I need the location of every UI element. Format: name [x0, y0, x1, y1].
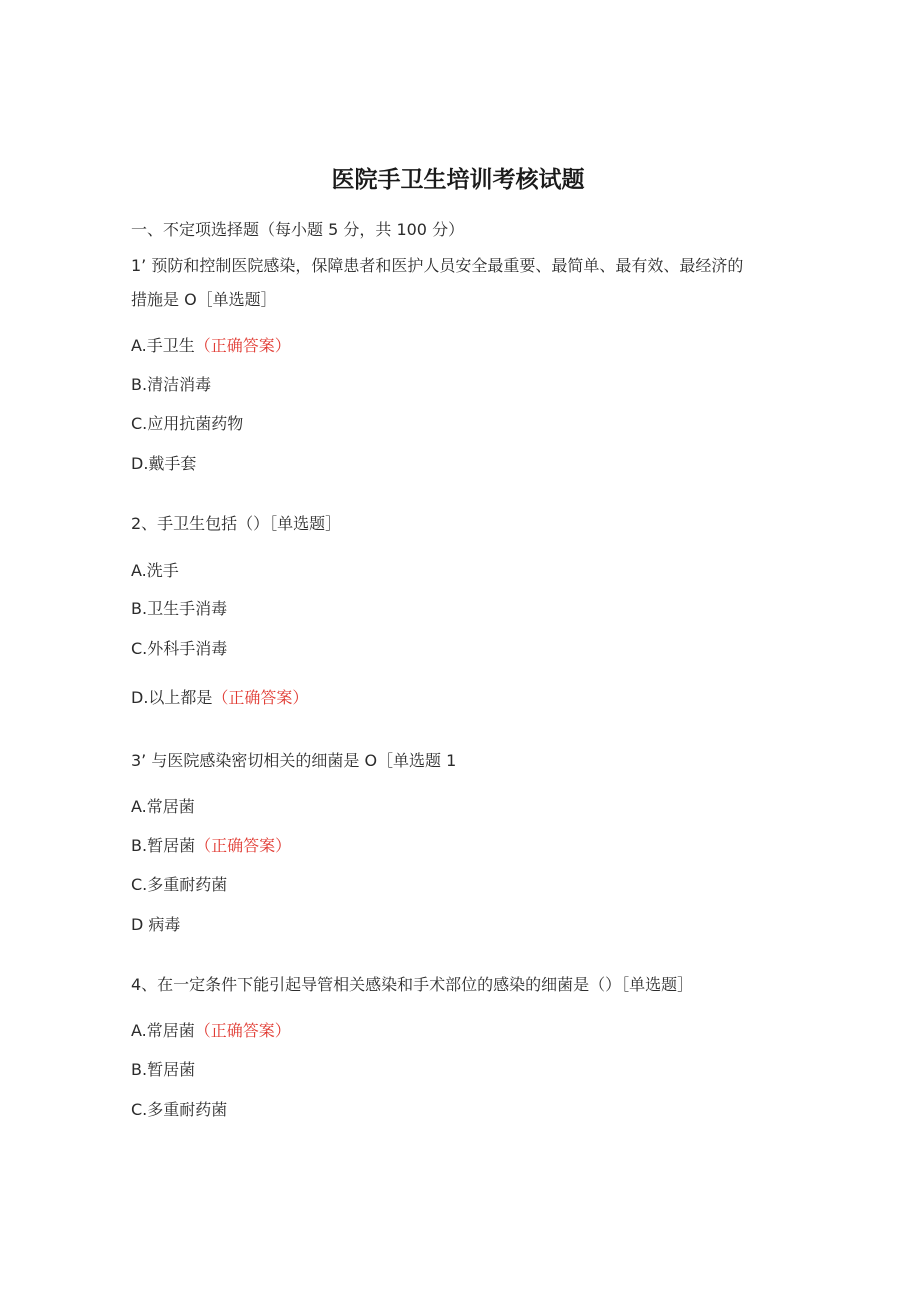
option-text: B.暂居菌 [131, 836, 196, 855]
section-heading: 一、不定项选择题（每小题 5 分，共 100 分） [131, 220, 465, 239]
question-2-option-c: C.外科手消毒 [131, 639, 228, 658]
question-1-option-b: B.清洁消毒 [131, 375, 212, 394]
question-1-stem-line-1: 1’ 预防和控制医院感染，保障患者和医护人员安全最重要、最简单、最有效、最经济的 [131, 256, 744, 275]
question-1-option-c: C.应用抗菌药物 [131, 414, 244, 433]
question-2-option-d [131, 686, 308, 710]
question-1-stem-line-2: 措施是 O［单选题］ [131, 290, 277, 309]
question-4-option-c: C.多重耐药菌 [131, 1100, 228, 1119]
option-text: D.以上都是 [131, 688, 213, 707]
correct-answer-mark: （正确答案） [194, 336, 291, 355]
page-title: 医院手卫生培训考核试题 [331, 167, 585, 193]
question-2-option-b: B.卫生手消毒 [131, 599, 228, 618]
option-text: A.手卫生 [131, 336, 195, 355]
question-3-option-a: A.常居菌 [131, 797, 195, 816]
correct-answer-mark: （正确答案） [195, 836, 292, 855]
question-2-stem: 2、手卫生包括（）［单选题］ [131, 514, 342, 533]
question-4-option-a [131, 1019, 291, 1043]
question-3-option-d: D 病毒 [131, 915, 181, 934]
question-1-option-a [131, 334, 291, 358]
question-2-option-a: A.洗手 [131, 561, 179, 580]
question-4-stem: 4、在一定条件下能引起导管相关感染和手术部位的感染的细菌是（）［单选题］ [131, 975, 694, 994]
option-text: A.常居菌 [131, 1021, 195, 1040]
correct-answer-mark: （正确答案） [194, 1021, 291, 1040]
correct-answer-mark: （正确答案） [212, 688, 309, 707]
question-3-option-b [131, 834, 291, 858]
question-3-option-c: C.多重耐药菌 [131, 875, 228, 894]
question-1-option-d: D.戴手套 [131, 454, 197, 473]
question-3-stem: 3’ 与医院感染密切相关的细菌是 O［单选题 1 [131, 751, 457, 770]
question-4-option-b: B.暂居菌 [131, 1060, 196, 1079]
